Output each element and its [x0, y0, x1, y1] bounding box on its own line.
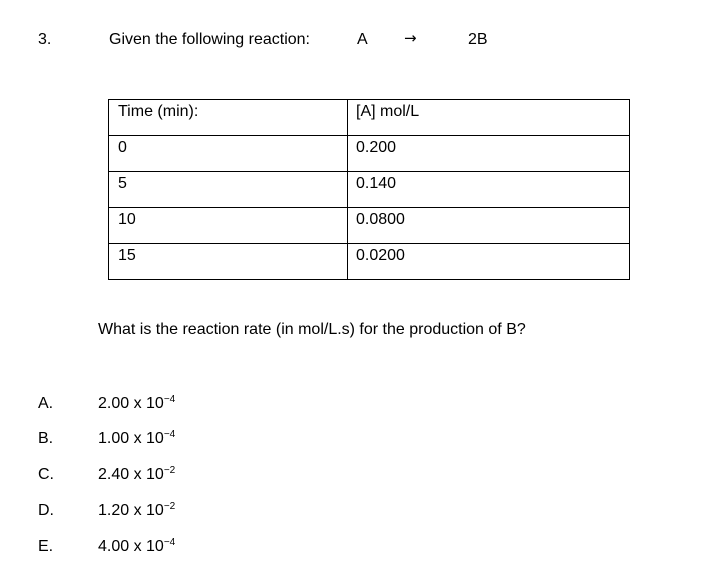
table-row [109, 208, 630, 244]
cell-time: 0 [109, 136, 348, 172]
question-prompt: Given the following reaction: [109, 31, 310, 48]
table-row [109, 136, 630, 172]
choice-letter-a: A. [38, 395, 54, 412]
reaction-product: 2B [468, 31, 488, 48]
choice-value-b: 1.00 x $10^{-4}$ [98, 429, 176, 447]
reaction-arrow: → [404, 29, 417, 47]
cell-time: 10 [109, 208, 348, 244]
cell-concentration: 0.0800 [348, 208, 630, 244]
choice-value-a: 2.00 x $10^{-4}$ [98, 394, 176, 412]
cell-concentration: 0.0200 [348, 244, 630, 280]
choice-letter-d: D. [38, 502, 54, 519]
cell-time: 5 [109, 172, 348, 208]
choice-value-e: 4.00 x $10^{-4}$ [98, 537, 176, 555]
choice-letter-c: C. [38, 466, 54, 483]
choice-value-c: 2.40 x $10^{-2}$ [98, 465, 176, 483]
cell-time: 15 [109, 244, 348, 280]
cell-concentration: 0.140 [348, 172, 630, 208]
header-time: Time (min): [109, 100, 348, 136]
choice-value-d: 1.20 x $10^{-2}$ [98, 501, 176, 519]
header-concentration: [A] mol/L [348, 100, 630, 136]
table-row [109, 244, 630, 280]
reaction-reactant: A [357, 31, 368, 48]
choice-letter-b: B. [38, 430, 54, 447]
question-number: 3. [38, 31, 52, 48]
question-text: What is the reaction rate (in mol/L.s) for the production of B? [98, 321, 526, 338]
table-row [109, 172, 630, 208]
cell-concentration: 0.200 [348, 136, 630, 172]
choice-letter-e: E. [38, 538, 54, 555]
table-header-row [109, 100, 630, 136]
concentration-table [108, 99, 630, 280]
